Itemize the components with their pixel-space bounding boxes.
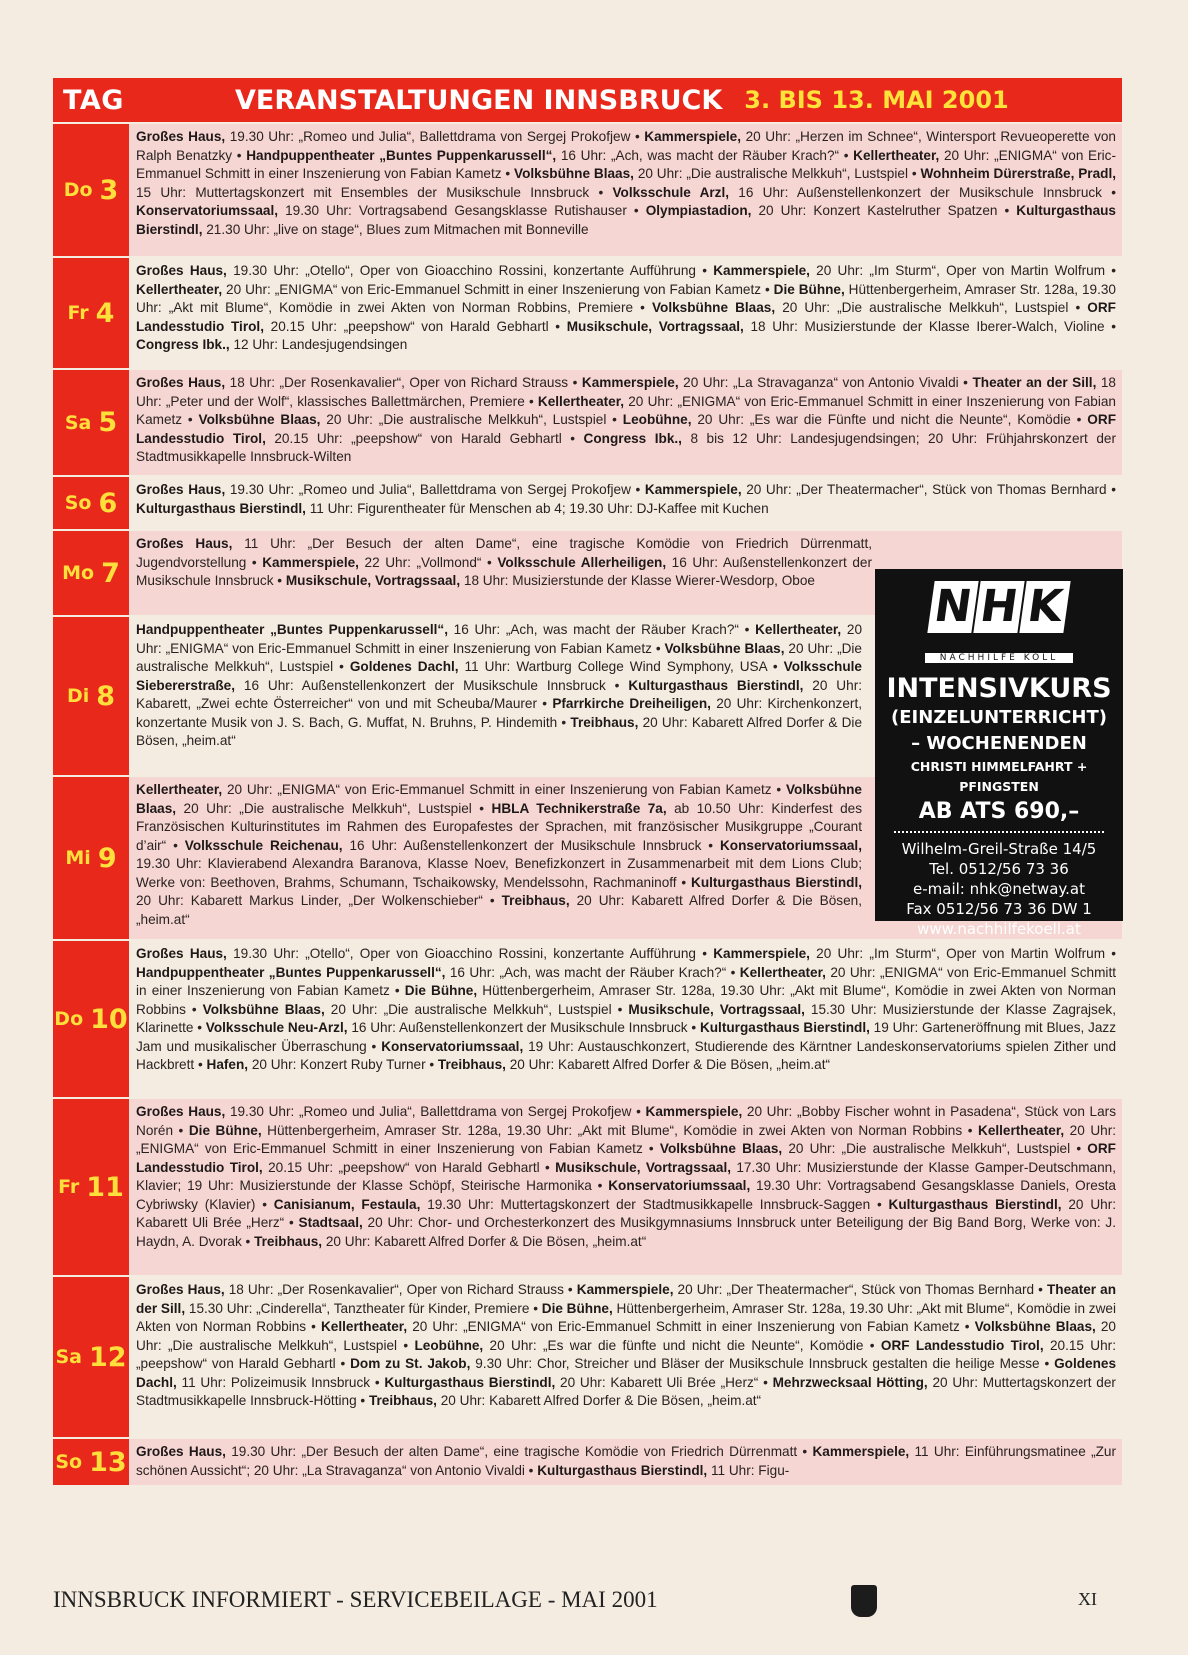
event-details: 19.30 Uhr: Klavierabend Alexandra Baranova, Klasse Noev, Benefizkonzert in Zusammenarbeit mit dem Lions Club; Werke von: Beethoven, Brahms, Schumann, Tschaikowsky, Mendelssohn, Rachmaninoff •: [136, 856, 862, 890]
day-row: [53, 475, 1122, 529]
venue-name: Volksschule Allerheiligen,: [497, 554, 667, 570]
event-details: 20 Uhr: „ENIGMA“ von Eric-Emmanuel Schmitt in einer Inszenierung von Fabian Kametz •: [222, 782, 786, 797]
event-details: 20 Uhr: Kabarett Uli Brée „Herz“ •: [555, 1374, 773, 1390]
event-details: 11 Uhr: Figurentheater für Menschen ab 4; 19.30 Uhr: DJ-Kaffee mit Kuchen: [305, 500, 769, 516]
venue-name: ORF Landesstudio Tirol,: [136, 300, 1116, 334]
events-text: [129, 124, 1122, 256]
venue-name: Treibhaus,: [368, 1393, 437, 1408]
venue-name: Großes Haus,: [136, 1444, 226, 1459]
venue-name: Kammerspiele,: [644, 129, 742, 144]
venue-name: Konservatoriumssaal,: [136, 203, 279, 218]
event-details: 18 Uhr: Musizierstunde der Klasse Iberer-Walch, Violine •: [743, 318, 1116, 334]
venue-name: Volksschule Neu-Arzl,: [205, 1020, 348, 1035]
event-details: 16 Uhr: „Ach, was macht der Räuber Krach?“ •: [556, 147, 854, 163]
header-title: VERANSTALTUNGEN INNSBRUCK: [235, 84, 723, 116]
event-details: 18 Uhr: „Peter und der Wolf“, klassisches Ballettmärchen, Premiere •: [136, 375, 1116, 409]
venue-name: Musikschule, Vortragssaal,: [555, 1159, 732, 1175]
events-text: [129, 1099, 1122, 1275]
venue-name: Kellertheater,: [755, 622, 842, 637]
weekday: Do: [54, 1008, 84, 1030]
venue-name: Großes Haus,: [136, 263, 227, 278]
event-details: 18 Uhr: „Der Rosenkavalier“, Oper von Richard Strauss •: [224, 1282, 577, 1297]
event-details: 20 Uhr: „Die australische Melkkuh“, Lustspiel •: [176, 800, 492, 816]
venue-name: Volksbühne Blaas,: [974, 1319, 1096, 1334]
event-details: 20 Uhr: „Der Theatermacher“, Stück von Thomas Bernhard •: [673, 1282, 1047, 1297]
event-details: 20 Uhr: „Die australische Melkkuh“, Lustspiel •: [782, 1141, 1088, 1156]
venue-name: Handpuppentheater „Buntes Puppenkarussell“,: [136, 964, 446, 980]
venue-name: Kellertheater,: [853, 147, 940, 163]
event-details: 20 Uhr: „Die australische Melkkuh“, Lustspiel •: [775, 300, 1088, 315]
day-number: 9: [97, 842, 117, 874]
day-number: 7: [101, 557, 120, 589]
event-details: 20.15 Uhr: „peepshow“ von Harald Gebhartl •: [265, 430, 584, 446]
venue-name: Kulturgasthaus Bierstindl,: [699, 1020, 870, 1035]
event-details: 19.30 Uhr: Vortragsabend Gesangsklasse Daniels, Oresta Cybriwsky (Klavier) •: [136, 1178, 1116, 1212]
venue-name: Kammerspiele,: [581, 375, 679, 390]
venue-name: Dom zu St. Jakob,: [350, 1356, 471, 1371]
logo-letter: K: [1019, 581, 1070, 633]
venue-name: Konservatoriumssaal,: [719, 837, 862, 853]
event-details: 20 Uhr: Kabarett Alfred Dorfer & Die Bösen, „heim.at“: [136, 714, 863, 748]
event-details: 20 Uhr: „ENIGMA“ von Eric-Emmanuel Schmitt in einer Inszenierung von Fabian Kametz •: [136, 964, 1116, 998]
day-cell: [53, 1277, 129, 1437]
event-details: 11 Uhr: „Der Besuch der alten Dame“, eine tragische Komödie von Friedrich Dürrenmatt, Jugendvorstellung •: [136, 536, 872, 570]
event-details: 20 Uhr: Kabarett Markus Linder, „Der Wolkenschieber“ •: [136, 893, 502, 908]
day-cell: [53, 777, 129, 939]
event-details: 20 Uhr: „Die australische Melkkuh“, Lustspiel •: [320, 412, 623, 427]
event-details: 20 Uhr: „Die australische Melkkuh“, Lustspiel •: [136, 1319, 1116, 1353]
event-details: 19.30 Uhr: „Otello“, Oper von Gioacchino Rossini, konzertante Aufführung •: [226, 946, 714, 961]
venue-name: Kulturgasthaus Bierstindl,: [537, 1462, 708, 1478]
event-details: 19.30 Uhr: „Romeo und Julia“, Ballettdrama von Sergej Prokofjew •: [225, 482, 645, 497]
weekday: Mi: [65, 847, 91, 869]
weekday: So: [55, 1451, 83, 1473]
header-dates: 3. BIS 13. MAI 2001: [744, 86, 1009, 114]
venue-name: Treibhaus,: [501, 893, 570, 908]
weekday: Sa: [64, 411, 92, 434]
venue-name: Goldenes Dachl,: [349, 659, 459, 674]
venue-name: ORF Landesstudio Tirol,: [136, 412, 1116, 446]
nhk-advertisement: [875, 569, 1123, 938]
weekday: Di: [66, 685, 90, 707]
event-details: 11 Uhr: Figu-: [707, 1462, 790, 1478]
event-details: 20 Uhr: „Es war die Fünfte und nicht die Neunte“, Komödie •: [691, 412, 1088, 427]
venue-name: Treibhaus,: [570, 714, 639, 730]
venue-name: Volksschule Arzl,: [612, 184, 730, 200]
venue-name: Kammerspiele,: [713, 263, 810, 278]
venue-name: Kulturgasthaus Bierstindl,: [691, 874, 862, 890]
logo-subtitle: NACHHILFE KÖLL: [925, 653, 1073, 663]
day-row: [53, 122, 1122, 256]
venue-name: Theater an der Sill,: [972, 375, 1097, 390]
venue-name: Hafen,: [206, 1057, 249, 1072]
venue-name: Großes Haus,: [136, 375, 226, 390]
events-text: [129, 258, 1122, 368]
nhk-logo: [925, 581, 1073, 651]
event-details: 18 Uhr: „Der Rosenkavalier“, Oper von Richard Strauss •: [225, 375, 582, 390]
venue-name: Treibhaus,: [437, 1057, 506, 1072]
venue-name: Musikschule, Vortragssaal,: [628, 1001, 805, 1017]
weekday: Fr: [58, 1176, 80, 1198]
event-details: Hüttenbergerheim, Amraser Str. 128a, 19.30 Uhr: „Akt mit Blume“, Komödie in zwei Akten von Norman Robbins •: [136, 983, 1116, 1017]
event-details: 11 Uhr: Wartburg College Wind Symphony, USA •: [458, 659, 784, 674]
venue-name: Kulturgasthaus Bierstindl,: [628, 677, 804, 693]
event-details: 20 Uhr: Konzert Ruby Turner •: [248, 1057, 438, 1072]
venue-name: Großes Haus,: [136, 129, 226, 144]
venue-name: Kellertheater,: [978, 1122, 1065, 1138]
events-text: [129, 1277, 1122, 1437]
day-cell: [53, 617, 129, 775]
day-row: [53, 1097, 1122, 1275]
venue-name: Kammerspiele,: [645, 1104, 743, 1119]
venue-name: Großes Haus,: [136, 1282, 225, 1297]
day-number: 12: [88, 1341, 127, 1373]
event-details: 20 Uhr: „ENIGMA“ von Eric-Emmanuel Schmitt in einer Inszenierung von Fabian Kametz •: [407, 1319, 975, 1334]
day-cell: [53, 1439, 129, 1485]
footer-title: INNSBRUCK INFORMIERT - SERVICEBEILAGE - MAI 2001: [53, 1587, 658, 1612]
venue-name: Konservatoriumssaal,: [608, 1178, 751, 1193]
event-details: 15.30 Uhr: Musizierstunde der Klasse Zagrajsek, Klarinette •: [136, 1001, 1116, 1035]
ad-line-3: – WOCHENENDEN: [911, 733, 1087, 754]
venue-name: Kulturgasthaus Bierstindl,: [888, 1196, 1062, 1212]
event-details: 19 Uhr: Austauschkonzert, Studierende des Kärntner Landeskonservatoriums spielen Zither und Hackbrett •: [136, 1038, 1117, 1072]
venue-name: Volksbühne Blaas,: [202, 1001, 325, 1017]
venue-name: Kammerspiele,: [713, 946, 810, 961]
day-number: 13: [89, 1446, 127, 1478]
event-details: 16 Uhr: Außenstellenkonzert der Musikschule Innsbruck •: [136, 554, 872, 588]
venue-name: Großes Haus,: [136, 1104, 226, 1119]
event-details: 16 Uhr: „Ach, was macht der Räuber Krach?“ •: [447, 622, 756, 637]
event-details: 19.30 Uhr: „Romeo und Julia“, Ballettdrama von Sergej Prokofjew •: [225, 1104, 646, 1119]
venue-name: Stadtsaal,: [298, 1215, 363, 1230]
event-details: 18 Uhr: Musizierstunde der Klasse Wierer-Wesdorp, Oboe: [460, 573, 815, 588]
event-details: 15 Uhr: Muttertagskonzert mit Ensembles der Musikschule Innsbruck •: [136, 184, 613, 200]
events-text: [129, 941, 1122, 1097]
venue-name: Großes Haus,: [136, 482, 226, 497]
day-cell: [53, 1099, 129, 1275]
event-details: 20 Uhr: Kirchenkonzert, konzertante Musik von J. S. Bach, G. Muffat, N. Bruhns, P. Hindemith •: [136, 696, 862, 730]
event-details: 20 Uhr: „Im Sturm“, Oper von Martin Wolfrum •: [809, 946, 1117, 961]
venue-name: Olympiastadion,: [645, 203, 752, 218]
venue-name: Volksbühne Blaas,: [651, 300, 776, 315]
venue-name: Die Bühne,: [773, 281, 845, 297]
event-details: 20 Uhr: „Herzen im Schnee“, Wintersport Revueoperette von Ralph Benatzky •: [136, 129, 1116, 163]
page-number: XI: [1078, 1589, 1097, 1609]
event-details: 19.30 Uhr: Muttertagskonzert der Stadtmusikkapelle Innsbruck-Saggen •: [420, 1196, 889, 1212]
venue-name: Kammerspiele,: [812, 1444, 910, 1459]
venue-name: Kulturgasthaus Bierstindl,: [136, 203, 1116, 237]
venue-name: Kellertheater,: [320, 1319, 408, 1334]
venue-name: Großes Haus,: [136, 536, 233, 551]
day-number: 10: [90, 1003, 128, 1035]
venue-name: Theater an der Sill,: [136, 1282, 1116, 1316]
event-details: 16 Uhr: Außenstellenkonzert der Musikschule Innsbruck •: [342, 837, 720, 853]
ad-divider: [894, 831, 1104, 833]
venue-name: Musikschule, Vortragssaal,: [566, 318, 744, 334]
venue-name: Volksschule Reichenau,: [184, 837, 343, 853]
ad-email: e-mail: nhk@netway.at: [913, 880, 1085, 898]
event-details: 20.15 Uhr: „peepshow“ von Harald Gebhartl •: [264, 318, 567, 334]
venue-name: Die Bühne,: [404, 983, 478, 998]
event-details: 20 Uhr: „La Stravaganza“ von Antonio Vivaldi •: [678, 375, 973, 390]
event-details: Hüttenbergerheim, Amraser Str. 128a, 19.30 Uhr: „Akt mit Blume“, Komödie in zwei Akten von Norman Robbins •: [261, 1122, 978, 1138]
ad-line-2: (EINZELUNTERRICHT): [891, 707, 1107, 728]
event-details: 19.30 Uhr: „Der Besuch der alten Dame“, eine tragische Komödie von Friedrich Dürrenmatt •: [225, 1444, 813, 1459]
day-row: [53, 1275, 1122, 1437]
weekday: Fr: [67, 302, 89, 324]
venue-name: Goldenes Dachl,: [136, 1356, 1117, 1390]
event-details: 12 Uhr: Landesjugendsingen: [229, 337, 408, 352]
event-details: 19 Uhr: Gartenеröffnung mit Blues, Jazz Jam und musikalischer Überraschung •: [136, 1020, 1117, 1054]
venue-name: Pfarrkirche Dreiheiligen,: [552, 696, 711, 711]
venue-name: Kammerspiele,: [576, 1282, 674, 1297]
venue-name: Kammerspiele,: [644, 482, 742, 497]
day-number: 11: [86, 1171, 124, 1203]
weekday: Sa: [55, 1346, 82, 1368]
event-details: 11 Uhr: Polizeimusik Innsbruck •: [176, 1374, 385, 1390]
event-details: 20 Uhr: Kabarett Alfred Dorfer & Die Bösen, „heim.at“: [505, 1057, 831, 1072]
event-details: 16 Uhr: Außenstellenkonzert der Musikschule Innsbruck •: [729, 184, 1116, 200]
venue-name: ORF Landesstudio Tirol,: [880, 1337, 1044, 1353]
event-details: 20.15 Uhr: „peepshow“ von Harald Gebhartl •: [136, 1337, 1116, 1371]
day-row: [53, 368, 1122, 475]
event-details: Hüttenbergerheim, Amraser Str. 128a, 19.30 Uhr: „Akt mit Blume“, Komödie in zwei Akten von Norman Robbins, Premiere •: [136, 281, 1116, 315]
venue-name: Handpuppentheater „Buntes Puppenkarussell“,: [136, 622, 448, 637]
event-details: 20 Uhr: Konzert Kastelruther Spatzen •: [751, 203, 1017, 218]
day-number: 6: [98, 487, 118, 519]
venue-name: ORF Landesstudio Tirol,: [136, 1141, 1116, 1175]
event-details: 20 Uhr: „ENIGMA“ von Eric-Emmanuel Schmitt in einer Inszenierung von Fabian Kametz •: [136, 1122, 1117, 1156]
event-details: 22 Uhr: „Vollmond“ •: [358, 554, 498, 570]
venue-name: Volksbühne Blaas,: [198, 412, 321, 427]
event-details: 17.30 Uhr: Musizierstunde der Klasse Gamper-Deutschmann, Klavier; 19 Uhr: Musizierstunde der Klasse Schöpf, Steirische Harmonika •: [136, 1159, 1116, 1193]
event-details: 20 Uhr: Kabarett Alfred Dorfer & Die Bösen, „heim.at“: [322, 1233, 647, 1249]
venue-name: HBLA Technikerstraße 7a,: [491, 800, 667, 816]
venue-name: Musikschule, Vortragssaal,: [285, 573, 461, 588]
day-cell: [53, 477, 129, 529]
venue-name: Kellertheater,: [136, 281, 223, 297]
event-details: 20 Uhr: Kabarett Alfred Dorfer & Die Bösen, „heim.at“: [136, 893, 862, 927]
event-details: 16 Uhr: Außenstellenkonzert der Musikschule Innsbruck •: [235, 677, 629, 693]
event-details: 20 Uhr: „Die australische Melkkuh“, Lustspiel •: [324, 1001, 629, 1017]
day-cell: [53, 531, 129, 615]
day-cell: [53, 370, 129, 475]
venue-name: Mehrzwecksaal Hötting,: [772, 1374, 928, 1390]
ad-website: www.nachhilfekoell.at: [917, 920, 1081, 938]
venue-name: Volksbühne Blaas,: [514, 166, 634, 181]
event-details: 19.30 Uhr: „Otello“, Oper von Gioacchino Rossini, konzertante Aufführung •: [226, 263, 714, 278]
venue-name: Kulturgasthaus Bierstindl,: [384, 1374, 556, 1390]
weekday: Do: [63, 179, 93, 201]
event-details: 9.30 Uhr: Chor, Streicher und Bläser der Musikschule Innsbruck gestalten die heilige Messe •: [470, 1356, 1055, 1371]
events-text: [129, 1439, 1122, 1485]
venue-name: Wohnheim Dürerstraße, Pradl,: [920, 166, 1117, 181]
event-details: 20 Uhr: „Die australische Melkkuh“, Lustspiel •: [136, 640, 862, 674]
day-row: [53, 939, 1122, 1097]
page-footer: [53, 1585, 1122, 1625]
venue-name: Treibhaus,: [254, 1233, 323, 1249]
venue-name: Kulturgasthaus Bierstindl,: [136, 500, 306, 516]
event-details: 20 Uhr: Kabarett Alfred Dorfer & Die Bösen, „heim.at“: [436, 1393, 762, 1408]
day-cell: [53, 258, 129, 368]
event-details: 20 Uhr: Muttertagskonzert der Stadtmusikkapelle Innsbruck-Hötting •: [136, 1374, 1116, 1408]
event-details: 21.30 Uhr: „live on stage“, Blues zum Mitmachen mit Bonneville: [202, 221, 589, 237]
event-details: 19.30 Uhr: „Romeo und Julia“, Ballettdrama von Sergej Prokofjew •: [225, 129, 645, 144]
event-details: 20 Uhr: Chor- und Orchesterkonzert des Musikgymnasiums Innsbruck unter Beteiligung der Big Band Borg, Werke von: J. Haydn, A. Dvorak •: [136, 1215, 1116, 1249]
event-details: 19.30 Uhr: Vortragsabend Gesangsklasse Rutishauser •: [278, 203, 646, 218]
venue-name: Congress Ibk.,: [583, 430, 682, 446]
ad-phone: Tel. 0512/56 73 36: [929, 860, 1069, 878]
event-details: 20 Uhr: „ENIGMA“ von Eric-Emmanuel Schmitt in einer Inszenierung von Fabian Kametz •: [136, 147, 1116, 181]
venue-name: Volksbühne Blaas,: [659, 1141, 783, 1156]
venue-name: Die Bühne,: [541, 1300, 613, 1316]
event-details: 20 Uhr: Kabarett Uli Brée „Herz“ •: [136, 1196, 1117, 1230]
day-row: [53, 256, 1122, 368]
weekday: So: [64, 492, 92, 514]
event-details: 20 Uhr: „Der Theatermacher“, Stück von Thomas Bernhard •: [741, 482, 1116, 497]
event-details: 20 Uhr: „ENIGMA“ von Eric-Emmanuel Schmitt in einer Inszenierung von Fabian Kametz •: [222, 281, 774, 297]
logo-letter: H: [973, 581, 1024, 633]
event-details: 20 Uhr: „Die australische Melkkuh“, Lustspiel •: [633, 166, 921, 181]
venue-name: Volksschule Siebererstraße,: [136, 659, 862, 693]
venue-name: Handpuppentheater „Buntes Puppenkarussell“,: [246, 147, 557, 163]
day-cell: [53, 124, 129, 256]
day-number: 4: [95, 297, 115, 329]
event-details: Hüttenbergerheim, Amraser Str. 128a, 19.30 Uhr: „Akt mit Blume“, Komödie in zwei Akten von Norman Robbins •: [136, 1300, 1116, 1334]
event-details: 16 Uhr: Außenstellenkonzert der Musikschule Innsbruck •: [347, 1020, 700, 1035]
header-day-label: TAG: [63, 84, 124, 116]
day-number: 3: [99, 174, 119, 206]
ad-price: AB ATS 690,–: [918, 799, 1080, 824]
venue-name: Canisianum, Festaula,: [273, 1196, 421, 1212]
venue-name: Großes Haus,: [136, 946, 227, 961]
event-details: ab 10.50 Uhr: Kinderfest des Französischen Kulturinstitutes im Rahmen des Europafestes der Sprachen, mit französischer Musikgruppe „Courant d’air“ •: [136, 800, 862, 853]
event-details: 20 Uhr: „Im Sturm“, Oper von Martin Wolfrum •: [809, 263, 1117, 278]
event-details: 20 Uhr: „Bobby Fischer wohnt in Pasadena“, Stück von Lars Norén •: [136, 1104, 1116, 1138]
day-number: 8: [96, 680, 116, 712]
city-crest-icon: [851, 1585, 877, 1617]
venue-name: Congress Ibk.,: [136, 337, 230, 352]
events-text: [129, 370, 1122, 475]
venue-name: Konservatoriumssaal,: [381, 1038, 524, 1054]
venue-name: Leobühne,: [414, 1337, 484, 1353]
event-details: 8 bis 12 Uhr: Landesjugendsingen; 20 Uhr: Frühjahrskonzert der Stadtmusikkapelle Innsbruck-Wilten: [136, 430, 1116, 464]
ad-line-4: CHRISTI HIMMELFAHRT + PFINGSTEN: [910, 759, 1088, 794]
venue-name: Leobühne,: [622, 412, 692, 427]
event-details: 20 Uhr: „ENIGMA“ von Eric-Emmanuel Schmitt in einer Inszenierung von Fabian Kametz •: [136, 622, 862, 656]
day-number: 5: [98, 407, 118, 438]
logo-letter: N: [927, 581, 978, 633]
event-details: 11 Uhr: Einführungsmatinee „Zur schönen Aussicht“; 20 Uhr: „La Stravaganza“ von Antonio Vivaldi •: [136, 1444, 1116, 1478]
venue-name: Kellertheater,: [537, 393, 625, 409]
day-cell: [53, 941, 129, 1097]
event-details: 20.15 Uhr: „peepshow“ von Harald Gebhartl •: [262, 1159, 556, 1175]
venue-name: Kellertheater,: [136, 782, 223, 797]
ad-address: Wilhelm-Greil-Straße 14/5: [901, 840, 1097, 858]
venue-name: Volksbühne Blaas,: [136, 782, 862, 816]
table-header: [53, 78, 1122, 122]
venue-name: Volksbühne Blaas,: [664, 640, 785, 656]
venue-name: Die Bühne,: [188, 1122, 262, 1138]
event-details: 20 Uhr: Kabarett, „Zwei echte Österreicher“ von und mit Scheuba/Maurer •: [136, 677, 862, 711]
event-details: 16 Uhr: „Ach, was macht der Räuber Krach?“ •: [445, 964, 740, 980]
event-details: 20 Uhr: „Es war die fünfte und nicht die Neunte“, Komödie •: [483, 1337, 881, 1353]
ad-fax: Fax 0512/56 73 36 DW 1: [906, 900, 1092, 918]
ad-headline: INTENSIVKURS: [886, 673, 1112, 704]
event-details: 15.30 Uhr: „Cinderella“, Tanztheater für Kinder, Premiere •: [185, 1300, 542, 1316]
event-details: 20 Uhr: „ENIGMA“ von Eric-Emmanuel Schmitt in einer Inszenierung von Fabian Kametz •: [136, 393, 1116, 427]
day-row: [53, 1437, 1122, 1485]
weekday: Mo: [62, 562, 95, 584]
venue-name: Kellertheater,: [739, 964, 826, 980]
venue-name: Kammerspiele,: [262, 554, 359, 570]
events-text: [129, 477, 1122, 529]
